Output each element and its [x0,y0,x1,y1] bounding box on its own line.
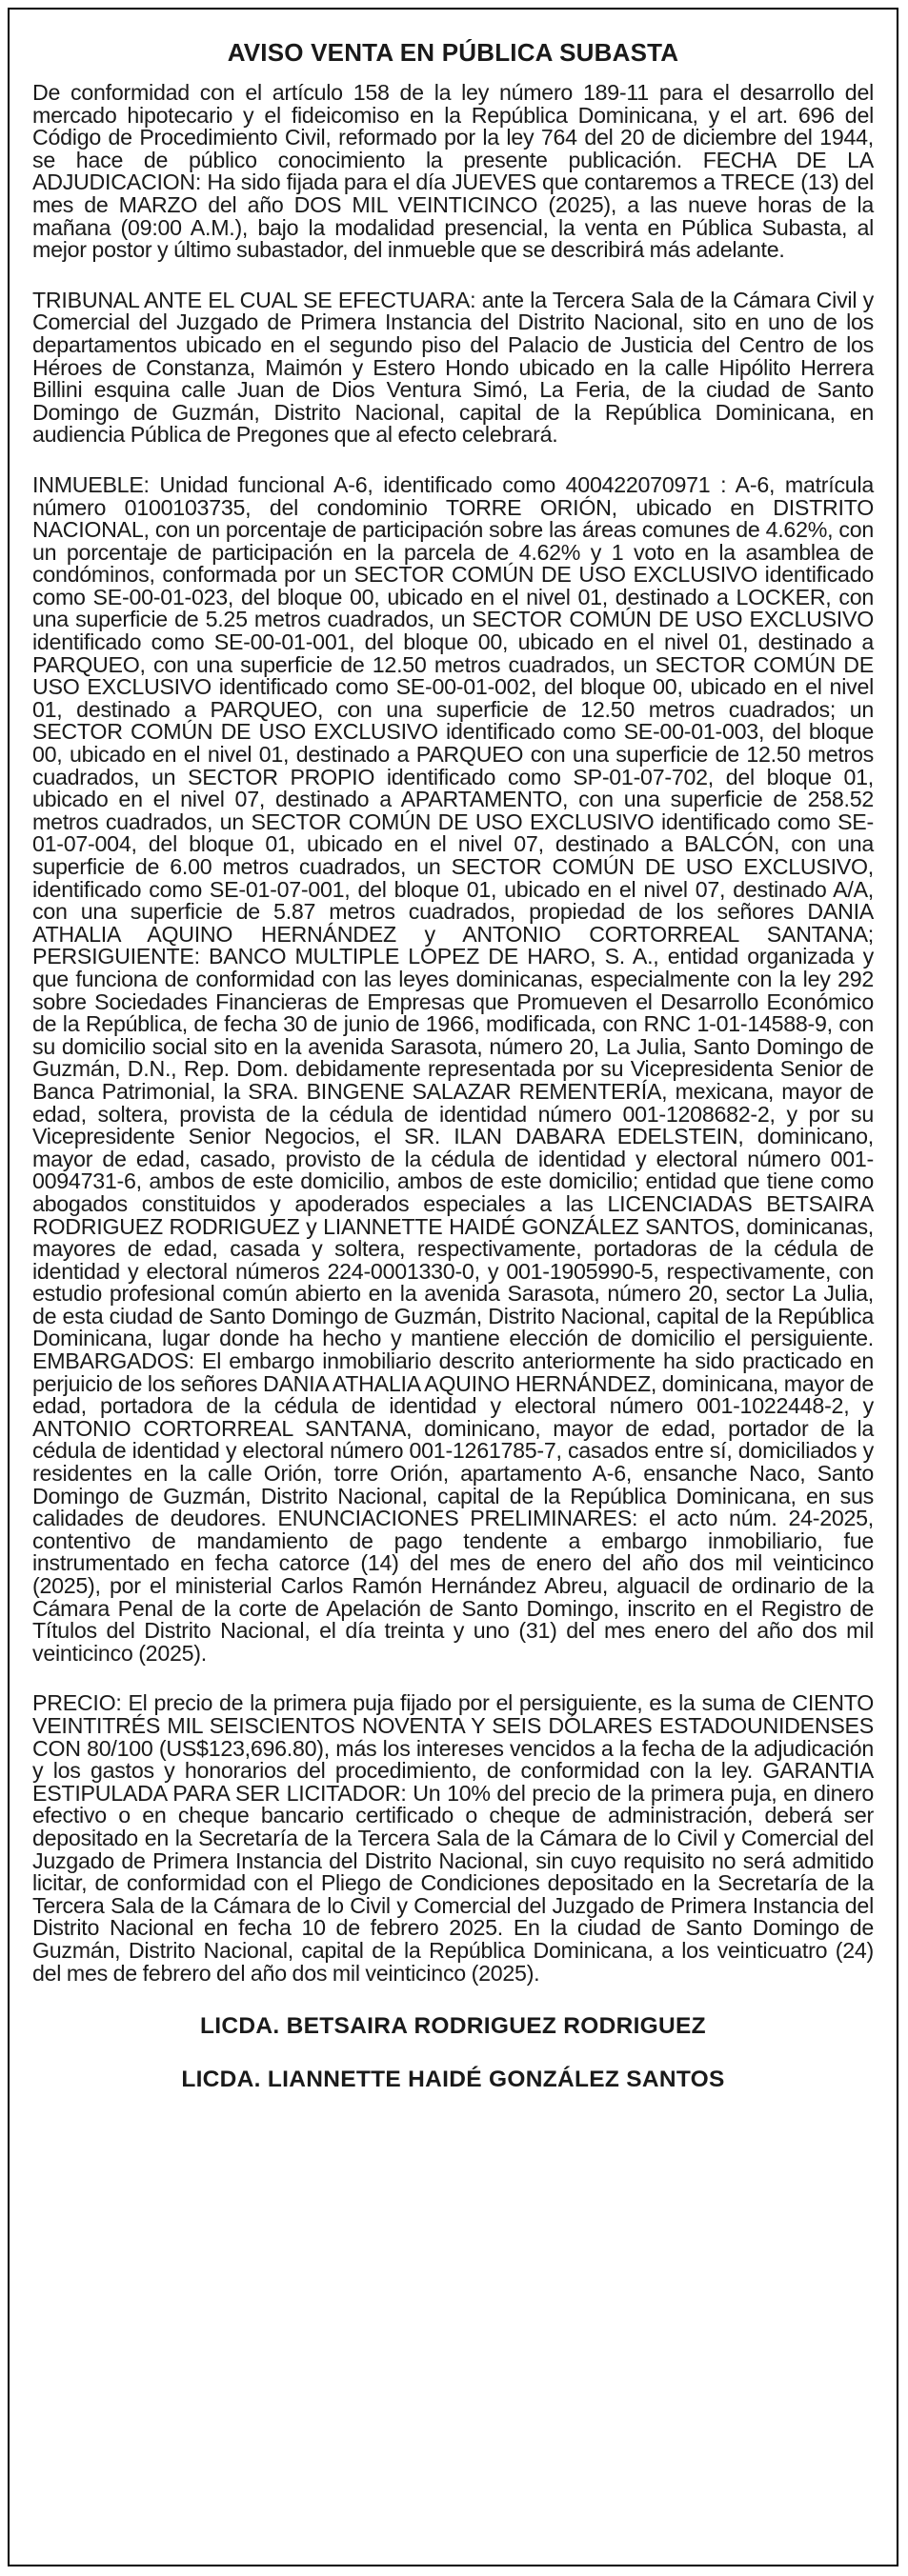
paragraph-adjudication-date: De conformidad con el artículo 158 de la ley número 189-11 para el desarrollo del mercado hipotecario y el fideicomiso en la República Dominicana, y el art. 696 del Código de Procedimiento Civil, reformado por la ley 764 del 20 de diciembre del 1944, se hace de público conocimiento la presente publicación. FECHA DE LA ADJUDICACION: Ha sido fijada para el día JUEVES que contaremos a TRECE (13) del mes de MARZO del año DOS MIL VEINTICINCO (2025), a las nueve horas de la mañana (09:00 A.M.), bajo la modalidad presencial, la venta en Pública Subasta, al mejor postor y último subastador, del inmueble que se describirá más adelante. [32,80,874,263]
paragraph-tribunal: TRIBUNAL ANTE EL CUAL SE EFECTUARA: ante la Tercera Sala de la Cámara Civil y Comercial del Juzgado de Primera Instancia del Distrito Nacional, sito en uno de los departamentos ubicado en el segundo piso del Palacio de Justicia del Centro de los Héroes de Constanza, Maimón y Estero Hondo ubicado en la calle Hipólito Herrera Billini esquina calle Juan de Dios Ventura Simó, La Feria, de la ciudad de Santo Domingo de Guzmán, Distrito Nacional, capital de la República Dominicana, en audiencia Pública de Pregones que al efecto celebrará. [32,287,874,448]
signature-block [32,2012,874,2094]
signature-name: LICDA. LIANNETTE HAIDÉ GONZÁLEZ SANTOS [181,2067,725,2093]
signature-name: LICDA. BETSAIRA RODRIGUEZ RODRIGUEZ [200,2013,706,2040]
paragraph-price: PRECIO: El precio de la primera puja fijado por el persiguiente, es la suma de CIENTO VEINTITRÉS MIL SEISCIENTOS NOVENTA Y SEIS DÓLARES ESTADOUNIDENSES CON 80/100 (US$123,696.80), más los intereses vencidos a la fecha de la adjudicación y los gastos y honorarios del procedimiento, de conformidad con la ley. GARANTIA ESTIPULADA PARA SER LICITADOR: Un 10% del precio de la primera puja, en dinero efectivo o en cheque bancario certificado o cheque de administración, deberá ser depositado en la Secretaría de la Tercera Sala de la Cámara de lo Civil y Comercial del Juzgado de Primera Instancia del Distrito Nacional, sin cuyo requisito no será admitido licitar, de conformidad con el Pliego de Condiciones depositado en la Secretaría de la Tercera Sala de la Cámara de lo Civil y Comercial del Juzgado de Primera Instancia del Distrito Nacional en fecha 10 de febrero 2025. En la ciudad de Santo Domingo de Guzmán, Distrito Nacional, capital de la República Dominicana, a los veinticuatro (24) del mes de febrero del año dos mil veinticinco (2025). [32,1690,874,1986]
legal-notice [8,8,898,2566]
notice-title: AVISO VENTA EN PÚBLICA SUBASTA [227,38,679,67]
paragraph-property: INMUEBLE: Unidad funcional A-6, identificado como 400422070971 : A-6, matrícula número 0100103735, del condominio TORRE ORIÓN, ubicado en DISTRITO NACIONAL, con un porcentaje de participación sobre las áreas comunes de 4.62%, con un porcentaje de participación en la parcela de 4.62% y 1 voto en la asamblea de condóminos, conformada por un SECTOR COMÚN DE USO EXCLUSIVO identificado como SE-00-01-023, del bloque 00, ubicado en el nivel 01, destinado a LOCKER, con una superficie de 5.25 metros cuadrados, un SECTOR COMÚN DE USO EXCLUSIVO identificado como SE-00-01-001, del bloque 00, ubicado en el nivel 01, destinado a PARQUEO, con una superficie de 12.50 metros cuadrados, un SECTOR COMÚN DE USO EXCLUSIVO identificado como SE-00-01-002, del bloque 00, ubicado en el nivel 01, destinado a PARQUEO, con una superficie de 12.50 metros cuadrados; un SECTOR COMÚN DE USO EXCLUSIVO identificado como SE-00-01-003, del bloque 00, ubicado en el nivel 01, destinado a PARQUEO con una superficie de 12.50 metros cuadrados, un SECTOR PROPIO identificado como SP-01-07-702, del bloque 01, ubicado en el nivel 07, destinado a APARTAMENTO, con una superficie de 258.52 metros cuadrados, un SECTOR COMÚN DE USO EXCLUSIVO identificado como SE-01-07-004, del bloque 01, ubicado en el nivel 07, destinado a BALCÓN, con una superficie de 6.00 metros cuadrados, un SECTOR COMÚN DE USO EXCLUSIVO, identificado como SE-01-07-001, del bloque 01, ubicado en el nivel 07, destinado A/A, con una superficie de 5.87 metros cuadrados, propiedad de los señores DANIA ATHALIA AQUINO HERNÁNDEZ y ANTONIO CORTORREAL SANTANA; PERSIGUIENTE: BANCO MULTIPLE LOPEZ DE HARO, S. A., entidad organizada y que funciona de conformidad con las leyes dominicanas, especialmente con la ley 292 sobre Sociedades Financieras de Empresas que Promueven el Desarrollo Económico de la República, de fecha 30 de junio de 1966, modificada, con RNC 1-01-14588-9, con su domicilio social sito en la avenida Sarasota, número 20, La Julia, Santo Domingo de Guzmán, D.N., Rep. Dom. debidamente representada por su Vicepresidenta Senior de Banca Patrimonial, la SRA. BINGENE SALAZAR REMENTERÍA, mexicana, mayor de edad, soltera, provista de la cédula de identidad número 001-1208682-2, y por su Vicepresidente Senior Negocios, el SR. ILAN DABARA EDELSTEIN, dominicano, mayor de edad, casado, provisto de la cédula de identidad y electoral número 001-0094731-6, ambos de este domicilio, ambos de este domicilio; entidad que tiene como abogados constituidos y apoderados especiales a las LICENCIADAS BETSAIRA RODRIGUEZ RODRIGUEZ y LIANNETTE HAIDÉ GONZÁLEZ SANTOS, dominicanas, mayores de edad, casada y soltera, respectivamente, portadoras de la cédula de identidad y electoral números 224-0001330-0, y 001-1905990-5, respectivamente, con estudio profesional común abierto en la avenida Sarasota, número 20, sector La Julia, de esta ciudad de Santo Domingo de Guzmán, Distrito Nacional, capital de la República Dominicana, lugar donde ha hecho y mantiene elección de domicilio el persiguiente. EMBARGADOS: El embargo inmobiliario descrito anteriormente ha sido practicado en perjuicio de los señores DANIA ATHALIA AQUINO HERNÁNDEZ, dominicana, mayor de edad, portadora de la cédula de identidad y electoral número 001-1022448-2, y ANTONIO CORTORREAL SANTANA, dominicano, mayor de edad, portador de la cédula de identidad y electoral número 001-1261785-7, casados entre sí, domiciliados y residentes en la calle Orión, torre Orión, apartamento A-6, ensanche Naco, Santo Domingo de Guzmán, Distrito Nacional, capital de la República Dominicana, en sus calidades de deudores. ENUNCIACIONES PRELIMINARES: el acto núm. 24-2025, contentivo de mandamiento de pago tendente a embargo inmobiliario, fue instrumentado en fecha catorce (14) del mes de enero del año dos mil veinticinco (2025), por el ministerial Carlos Ramón Hernández Abreu, alguacil de ordinario de la Cámara Penal de la corte de Apelación de Santo Domingo, inscrito en el Registro de Títulos del Distrito Nacional, el día treinta y uno (31) del mes enero del año dos mil veinticinco (2025). [32,471,874,1666]
